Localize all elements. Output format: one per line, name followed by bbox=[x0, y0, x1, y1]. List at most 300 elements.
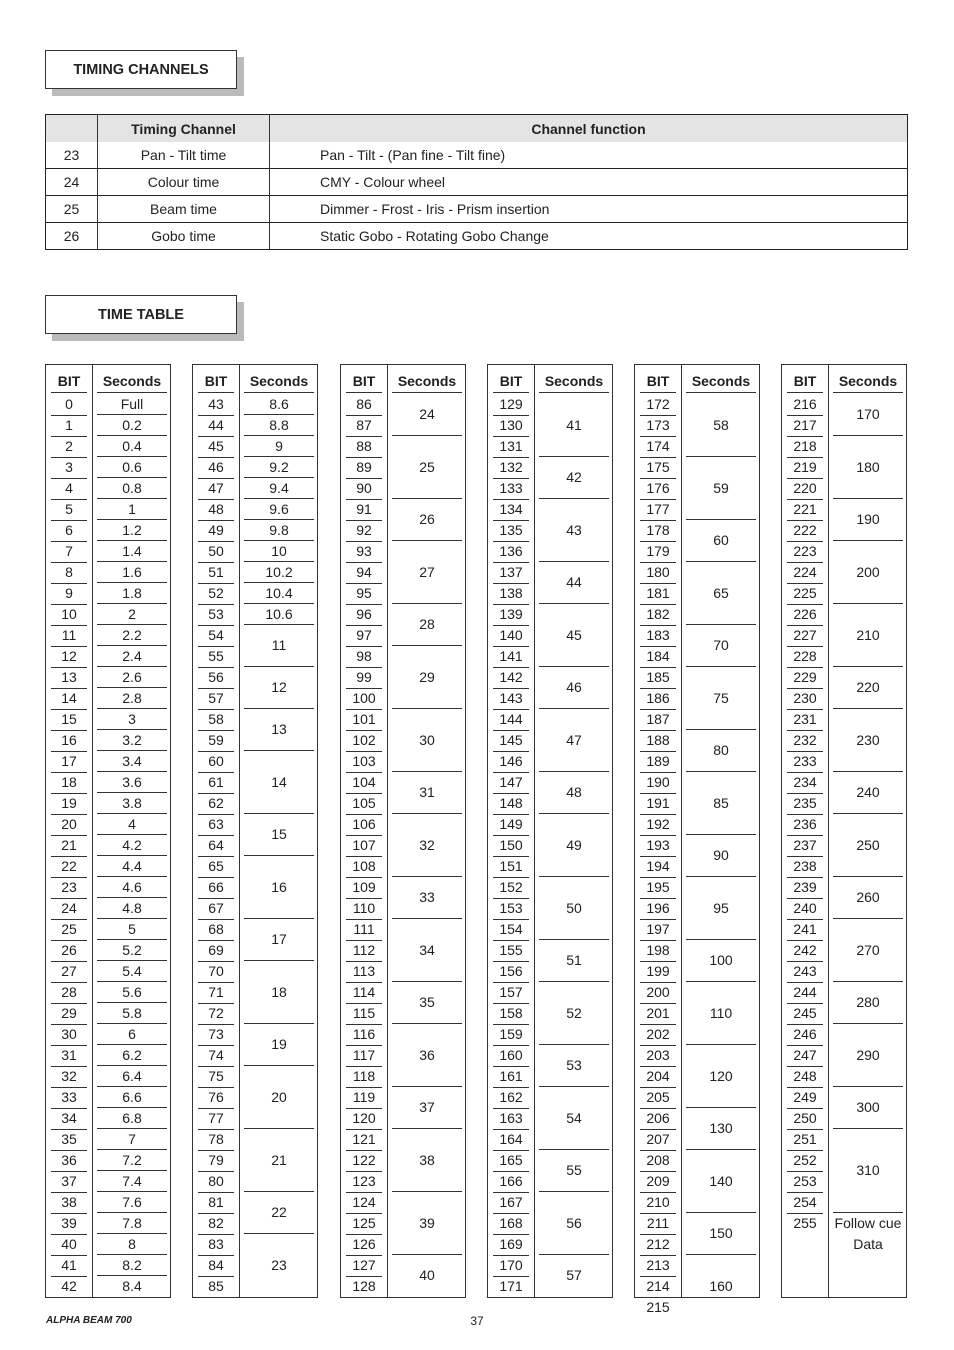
bit-value: 211 bbox=[640, 1213, 676, 1235]
bit-value: 17 bbox=[51, 751, 87, 773]
seconds-value: 95 bbox=[686, 877, 756, 940]
bit-value: 153 bbox=[493, 898, 529, 920]
seconds-value: 100 bbox=[686, 940, 756, 982]
seconds-value: 48 bbox=[539, 772, 609, 814]
bit-value: 147 bbox=[493, 772, 529, 794]
bit-value: 231 bbox=[787, 709, 823, 731]
bit-value: 18 bbox=[51, 772, 87, 794]
bit-value: 22 bbox=[51, 856, 87, 878]
channel-number: 23 bbox=[63, 147, 80, 163]
bit-value: 19 bbox=[51, 793, 87, 815]
bit-value: 121 bbox=[346, 1129, 382, 1151]
seconds-value: 27 bbox=[392, 541, 462, 604]
bit-header: BIT bbox=[198, 371, 234, 393]
bit-value: 93 bbox=[346, 541, 382, 563]
bit-value: 26 bbox=[51, 940, 87, 962]
bit-value: 66 bbox=[198, 877, 234, 899]
bit-value: 158 bbox=[493, 1003, 529, 1025]
bit-value: 137 bbox=[493, 562, 529, 584]
bit-value: 166 bbox=[493, 1171, 529, 1193]
seconds-value: 10.2 bbox=[244, 562, 314, 583]
bit-value: 111 bbox=[346, 919, 382, 941]
seconds-header: Seconds bbox=[244, 371, 314, 393]
bit-value: 209 bbox=[640, 1171, 676, 1193]
seconds-value: 5.2 bbox=[97, 940, 167, 961]
bit-value: 45 bbox=[198, 436, 234, 458]
bit-value: 100 bbox=[346, 688, 382, 710]
bit-value: 173 bbox=[640, 415, 676, 437]
bit-value: 67 bbox=[198, 898, 234, 920]
bit-value: 243 bbox=[787, 961, 823, 983]
bit-value: 155 bbox=[493, 940, 529, 962]
bit-value: 188 bbox=[640, 730, 676, 752]
bit-value: 193 bbox=[640, 835, 676, 857]
bit-value: 14 bbox=[51, 688, 87, 710]
seconds-value: 130 bbox=[686, 1108, 756, 1150]
seconds-value: 9.2 bbox=[244, 457, 314, 478]
seconds-value: 3 bbox=[97, 709, 167, 730]
bit-value: 124 bbox=[346, 1192, 382, 1214]
bit-value: 219 bbox=[787, 457, 823, 479]
bit-value: 154 bbox=[493, 919, 529, 941]
bit-value: 55 bbox=[198, 646, 234, 668]
bit-value: 239 bbox=[787, 877, 823, 899]
timing-channels-header-row bbox=[46, 115, 908, 143]
bit-value: 249 bbox=[787, 1087, 823, 1109]
time-table-column bbox=[634, 364, 760, 1315]
bit-value: 229 bbox=[787, 667, 823, 689]
seconds-value: 3.6 bbox=[97, 772, 167, 793]
bit-value: 176 bbox=[640, 478, 676, 500]
bit-value: 230 bbox=[787, 688, 823, 710]
bit-value: 255 bbox=[793, 1215, 817, 1231]
bit-value: 65 bbox=[198, 856, 234, 878]
bit-value: 110 bbox=[346, 898, 382, 920]
seconds-value: 1 bbox=[97, 499, 167, 520]
bit-value: 134 bbox=[493, 499, 529, 521]
seconds-value: 9.6 bbox=[244, 499, 314, 520]
seconds-value: 2.4 bbox=[97, 646, 167, 667]
bit-value: 133 bbox=[493, 478, 529, 500]
bit-value: 185 bbox=[640, 667, 676, 689]
channel-function: Dimmer - Frost - Iris - Prism insertion bbox=[270, 196, 908, 223]
bit-value: 223 bbox=[787, 541, 823, 563]
bit-value: 78 bbox=[198, 1129, 234, 1151]
bit-value: 194 bbox=[640, 856, 676, 878]
bit-value: 81 bbox=[198, 1192, 234, 1214]
seconds-value: 5.4 bbox=[97, 961, 167, 982]
bit-value: 98 bbox=[346, 646, 382, 668]
bit-value: 13 bbox=[51, 667, 87, 689]
table-row bbox=[46, 223, 908, 250]
time-table-title bbox=[45, 295, 237, 334]
seconds-value: 29 bbox=[392, 646, 462, 709]
bit-value: 68 bbox=[198, 919, 234, 941]
timing-channels-title bbox=[45, 50, 237, 89]
bit-value: 205 bbox=[640, 1087, 676, 1109]
seconds-value: 54 bbox=[539, 1087, 609, 1150]
bit-value: 150 bbox=[493, 835, 529, 857]
seconds-value: 210 bbox=[833, 604, 903, 667]
time-table-title-text: TIME TABLE bbox=[98, 306, 184, 323]
bit-value: 47 bbox=[198, 478, 234, 500]
seconds-value: 300 bbox=[833, 1087, 903, 1129]
seconds-value: 150 bbox=[686, 1213, 756, 1255]
seconds-value: 22 bbox=[244, 1192, 314, 1234]
bit-value: 102 bbox=[346, 730, 382, 752]
bit-value: 90 bbox=[346, 478, 382, 500]
bit-value: 85 bbox=[208, 1278, 224, 1294]
bit-value: 250 bbox=[787, 1108, 823, 1130]
bit-value: 12 bbox=[51, 646, 87, 668]
seconds-value: 58 bbox=[686, 394, 756, 457]
bit-value: 126 bbox=[346, 1234, 382, 1256]
seconds-value: 23 bbox=[271, 1256, 287, 1273]
bit-value: 168 bbox=[493, 1213, 529, 1235]
seconds-value: 31 bbox=[392, 772, 462, 814]
bit-value: 238 bbox=[787, 856, 823, 878]
bit-value: 21 bbox=[51, 835, 87, 857]
channel-function: Static Gobo - Rotating Gobo Change bbox=[270, 223, 908, 250]
bit-value: 11 bbox=[51, 625, 87, 647]
seconds-value: Full bbox=[97, 394, 167, 415]
timing-channel: Colour time bbox=[98, 169, 270, 196]
bit-value: 101 bbox=[346, 709, 382, 731]
seconds-value: 160 bbox=[709, 1277, 733, 1294]
time-table-column bbox=[781, 364, 907, 1298]
seconds-value: 49 bbox=[539, 814, 609, 877]
bit-value: 97 bbox=[346, 625, 382, 647]
bit-value: 248 bbox=[787, 1066, 823, 1088]
bit-value: 60 bbox=[198, 751, 234, 773]
seconds-value: 8.6 bbox=[244, 394, 314, 415]
bit-value: 214 bbox=[640, 1276, 676, 1298]
bit-value: 184 bbox=[640, 646, 676, 668]
table-row bbox=[46, 169, 908, 196]
seconds-value: 3.2 bbox=[97, 730, 167, 751]
time-table-column bbox=[487, 364, 613, 1298]
seconds-value: 53 bbox=[539, 1045, 609, 1087]
seconds-value: 180 bbox=[833, 436, 903, 499]
seconds-value: 240 bbox=[833, 772, 903, 814]
seconds-value: 80 bbox=[686, 730, 756, 772]
bit-value: 70 bbox=[198, 961, 234, 983]
bit-value: 49 bbox=[198, 520, 234, 542]
seconds-value: 200 bbox=[833, 541, 903, 604]
bit-value: 226 bbox=[787, 604, 823, 626]
bit-value: 171 bbox=[499, 1278, 523, 1294]
bit-value: 79 bbox=[198, 1150, 234, 1172]
bit-value: 159 bbox=[493, 1024, 529, 1046]
seconds-value: 41 bbox=[539, 394, 609, 457]
seconds-value: 170 bbox=[833, 394, 903, 436]
seconds-value: 2.6 bbox=[97, 667, 167, 688]
seconds-value: 0.2 bbox=[97, 415, 167, 436]
seconds-value: 60 bbox=[686, 520, 756, 562]
bit-value: 82 bbox=[198, 1213, 234, 1235]
bit-value: 1 bbox=[51, 415, 87, 437]
bit-value: 240 bbox=[787, 898, 823, 920]
seconds-value: 43 bbox=[539, 499, 609, 562]
bit-value: 32 bbox=[51, 1066, 87, 1088]
bit-value: 228 bbox=[787, 646, 823, 668]
bit-value: 0 bbox=[51, 394, 87, 416]
bit-value: 224 bbox=[787, 562, 823, 584]
bit-value: 43 bbox=[198, 394, 234, 416]
seconds-value: 8.2 bbox=[97, 1255, 167, 1276]
column-divider bbox=[387, 365, 388, 1297]
seconds-value: 56 bbox=[539, 1192, 609, 1255]
bit-value: 72 bbox=[198, 1003, 234, 1025]
seconds-value: 6.6 bbox=[97, 1087, 167, 1108]
seconds-value: 8.8 bbox=[244, 415, 314, 436]
bit-value: 95 bbox=[346, 583, 382, 605]
bit-value: 69 bbox=[198, 940, 234, 962]
bit-value: 63 bbox=[198, 814, 234, 836]
bit-value: 212 bbox=[640, 1234, 676, 1256]
bit-value: 52 bbox=[198, 583, 234, 605]
bit-value: 37 bbox=[51, 1171, 87, 1193]
bit-value: 59 bbox=[198, 730, 234, 752]
bit-value: 201 bbox=[640, 1003, 676, 1025]
bit-value: 177 bbox=[640, 499, 676, 521]
bit-value: 162 bbox=[493, 1087, 529, 1109]
bit-value: 104 bbox=[346, 772, 382, 794]
seconds-value: 1.6 bbox=[97, 562, 167, 583]
bit-value: 28 bbox=[51, 982, 87, 1004]
bit-value: 138 bbox=[493, 583, 529, 605]
bit-value: 107 bbox=[346, 835, 382, 857]
bit-value: 216 bbox=[787, 394, 823, 416]
seconds-value: 16 bbox=[244, 856, 314, 919]
seconds-value: 230 bbox=[833, 709, 903, 772]
bit-value: 96 bbox=[346, 604, 382, 626]
bit-value: 254 bbox=[787, 1192, 823, 1214]
bit-value: 241 bbox=[787, 919, 823, 941]
seconds-value: 32 bbox=[392, 814, 462, 877]
seconds-header: Seconds bbox=[833, 371, 903, 393]
bit-value: 142 bbox=[493, 667, 529, 689]
seconds-value: 65 bbox=[686, 562, 756, 625]
bit-value: 213 bbox=[640, 1255, 676, 1277]
bit-value: 54 bbox=[198, 625, 234, 647]
bit-value: 20 bbox=[51, 814, 87, 836]
bit-value: 114 bbox=[346, 982, 382, 1004]
bit-value: 123 bbox=[346, 1171, 382, 1193]
seconds-value: 21 bbox=[244, 1129, 314, 1192]
seconds-value: 5 bbox=[97, 919, 167, 940]
seconds-value: 50 bbox=[539, 877, 609, 940]
bit-value: 131 bbox=[493, 436, 529, 458]
bit-value: 113 bbox=[346, 961, 382, 983]
column-divider bbox=[681, 365, 682, 1297]
bit-value: 29 bbox=[51, 1003, 87, 1025]
bit-value: 215 bbox=[646, 1299, 670, 1315]
bit-value: 92 bbox=[346, 520, 382, 542]
seconds-value: 24 bbox=[392, 394, 462, 436]
bit-header: BIT bbox=[346, 371, 382, 393]
bit-value: 132 bbox=[493, 457, 529, 479]
bit-value: 58 bbox=[198, 709, 234, 731]
product-name: ALPHA BEAM 700 bbox=[46, 1315, 132, 1326]
seconds-value: 0.6 bbox=[97, 457, 167, 478]
bit-value: 120 bbox=[346, 1108, 382, 1130]
bit-value: 57 bbox=[198, 688, 234, 710]
bit-value: 25 bbox=[51, 919, 87, 941]
seconds-value: 10 bbox=[244, 541, 314, 562]
bit-value: 181 bbox=[640, 583, 676, 605]
bit-value: 71 bbox=[198, 982, 234, 1004]
bit-value: 160 bbox=[493, 1045, 529, 1067]
bit-value: 130 bbox=[493, 415, 529, 437]
bit-value: 237 bbox=[787, 835, 823, 857]
bit-value: 87 bbox=[346, 415, 382, 437]
bit-value: 122 bbox=[346, 1150, 382, 1172]
seconds-value: 5.8 bbox=[97, 1003, 167, 1024]
seconds-value: 6 bbox=[97, 1024, 167, 1045]
seconds-value: 3.8 bbox=[97, 793, 167, 814]
bit-value: 252 bbox=[787, 1150, 823, 1172]
bit-value: 145 bbox=[493, 730, 529, 752]
bit-value: 227 bbox=[787, 625, 823, 647]
bit-value: 135 bbox=[493, 520, 529, 542]
bit-value: 91 bbox=[346, 499, 382, 521]
seconds-value: 5.6 bbox=[97, 982, 167, 1003]
bit-value: 77 bbox=[198, 1108, 234, 1130]
bit-value: 149 bbox=[493, 814, 529, 836]
bit-value: 196 bbox=[640, 898, 676, 920]
seconds-value: 290 bbox=[833, 1024, 903, 1087]
bit-value: 192 bbox=[640, 814, 676, 836]
bit-value: 56 bbox=[198, 667, 234, 689]
bit-value: 16 bbox=[51, 730, 87, 752]
bit-value: 44 bbox=[198, 415, 234, 437]
seconds-value: 190 bbox=[833, 499, 903, 541]
bit-value: 8 bbox=[51, 562, 87, 584]
seconds-value: 17 bbox=[244, 919, 314, 961]
bit-value: 220 bbox=[787, 478, 823, 500]
seconds-value: 220 bbox=[833, 667, 903, 709]
bit-value: 83 bbox=[198, 1234, 234, 1256]
bit-header: BIT bbox=[493, 371, 529, 393]
bit-value: 15 bbox=[51, 709, 87, 731]
seconds-value: Follow cue Data bbox=[834, 1214, 902, 1252]
bit-value: 232 bbox=[787, 730, 823, 752]
channel-number: 24 bbox=[46, 169, 98, 196]
bit-value: 247 bbox=[787, 1045, 823, 1067]
bit-value: 27 bbox=[51, 961, 87, 983]
seconds-value: 10.4 bbox=[244, 583, 314, 604]
seconds-value: 35 bbox=[392, 982, 462, 1024]
bit-value: 34 bbox=[51, 1108, 87, 1130]
bit-value: 179 bbox=[640, 541, 676, 563]
bit-value: 94 bbox=[346, 562, 382, 584]
bit-value: 164 bbox=[493, 1129, 529, 1151]
bit-value: 48 bbox=[198, 499, 234, 521]
bit-value: 46 bbox=[198, 457, 234, 479]
seconds-value: 57 bbox=[566, 1267, 582, 1283]
bit-value: 235 bbox=[787, 793, 823, 815]
bit-value: 236 bbox=[787, 814, 823, 836]
bit-value: 141 bbox=[493, 646, 529, 668]
seconds-value: 310 bbox=[833, 1129, 903, 1213]
bit-value: 53 bbox=[198, 604, 234, 626]
seconds-value: 2 bbox=[97, 604, 167, 625]
time-table-column bbox=[340, 364, 466, 1298]
bit-value: 187 bbox=[640, 709, 676, 731]
seconds-header: Seconds bbox=[539, 371, 609, 393]
seconds-value: 44 bbox=[539, 562, 609, 604]
bit-value: 144 bbox=[493, 709, 529, 731]
column-divider bbox=[239, 365, 240, 1297]
table-row bbox=[46, 142, 908, 169]
timing-channels-title-text: TIMING CHANNELS bbox=[73, 61, 209, 78]
seconds-value: 20 bbox=[244, 1066, 314, 1129]
bit-value: 169 bbox=[493, 1234, 529, 1256]
seconds-value: 11 bbox=[244, 625, 314, 667]
bit-header: BIT bbox=[640, 371, 676, 393]
seconds-header: Seconds bbox=[686, 371, 756, 393]
bit-value: 118 bbox=[346, 1066, 382, 1088]
bit-value: 210 bbox=[640, 1192, 676, 1214]
seconds-header: Seconds bbox=[392, 371, 462, 393]
seconds-value: 0.8 bbox=[97, 478, 167, 499]
seconds-value: 6.8 bbox=[97, 1108, 167, 1129]
bit-value: 202 bbox=[640, 1024, 676, 1046]
bit-value: 199 bbox=[640, 961, 676, 983]
timing-channel: Beam time bbox=[98, 196, 270, 223]
bit-value: 244 bbox=[787, 982, 823, 1004]
channel-function-header: Channel function bbox=[270, 115, 908, 143]
timing-channel: Gobo time bbox=[98, 223, 270, 250]
bit-value: 207 bbox=[640, 1129, 676, 1151]
bit-value: 112 bbox=[346, 940, 382, 962]
seconds-value: 8.4 bbox=[122, 1277, 142, 1294]
bit-header: BIT bbox=[51, 371, 87, 393]
seconds-value: 30 bbox=[392, 709, 462, 772]
seconds-value: 47 bbox=[539, 709, 609, 772]
seconds-value: 13 bbox=[244, 709, 314, 751]
seconds-value: 120 bbox=[686, 1045, 756, 1108]
bit-value: 172 bbox=[640, 394, 676, 416]
bit-value: 99 bbox=[346, 667, 382, 689]
seconds-value: 28 bbox=[392, 604, 462, 646]
channel-number-header bbox=[46, 115, 98, 143]
time-table-column bbox=[192, 364, 318, 1298]
bit-value: 106 bbox=[346, 814, 382, 836]
seconds-value: 9.8 bbox=[244, 520, 314, 541]
seconds-value: 7.6 bbox=[97, 1192, 167, 1213]
seconds-value: 36 bbox=[392, 1024, 462, 1087]
bit-value: 140 bbox=[493, 625, 529, 647]
bit-value: 9 bbox=[51, 583, 87, 605]
bit-value: 234 bbox=[787, 772, 823, 794]
bit-value: 116 bbox=[346, 1024, 382, 1046]
bit-value: 61 bbox=[198, 772, 234, 794]
bit-value: 217 bbox=[787, 415, 823, 437]
timing-channel-header: Timing Channel bbox=[98, 115, 270, 143]
bit-value: 225 bbox=[787, 583, 823, 605]
bit-value: 105 bbox=[346, 793, 382, 815]
channel-number: 26 bbox=[46, 223, 98, 250]
seconds-value: 45 bbox=[539, 604, 609, 667]
seconds-value: 19 bbox=[244, 1024, 314, 1066]
bit-value: 136 bbox=[493, 541, 529, 563]
bit-value: 189 bbox=[640, 751, 676, 773]
bit-value: 36 bbox=[51, 1150, 87, 1172]
seconds-value: 4.6 bbox=[97, 877, 167, 898]
seconds-value: 9.4 bbox=[244, 478, 314, 499]
